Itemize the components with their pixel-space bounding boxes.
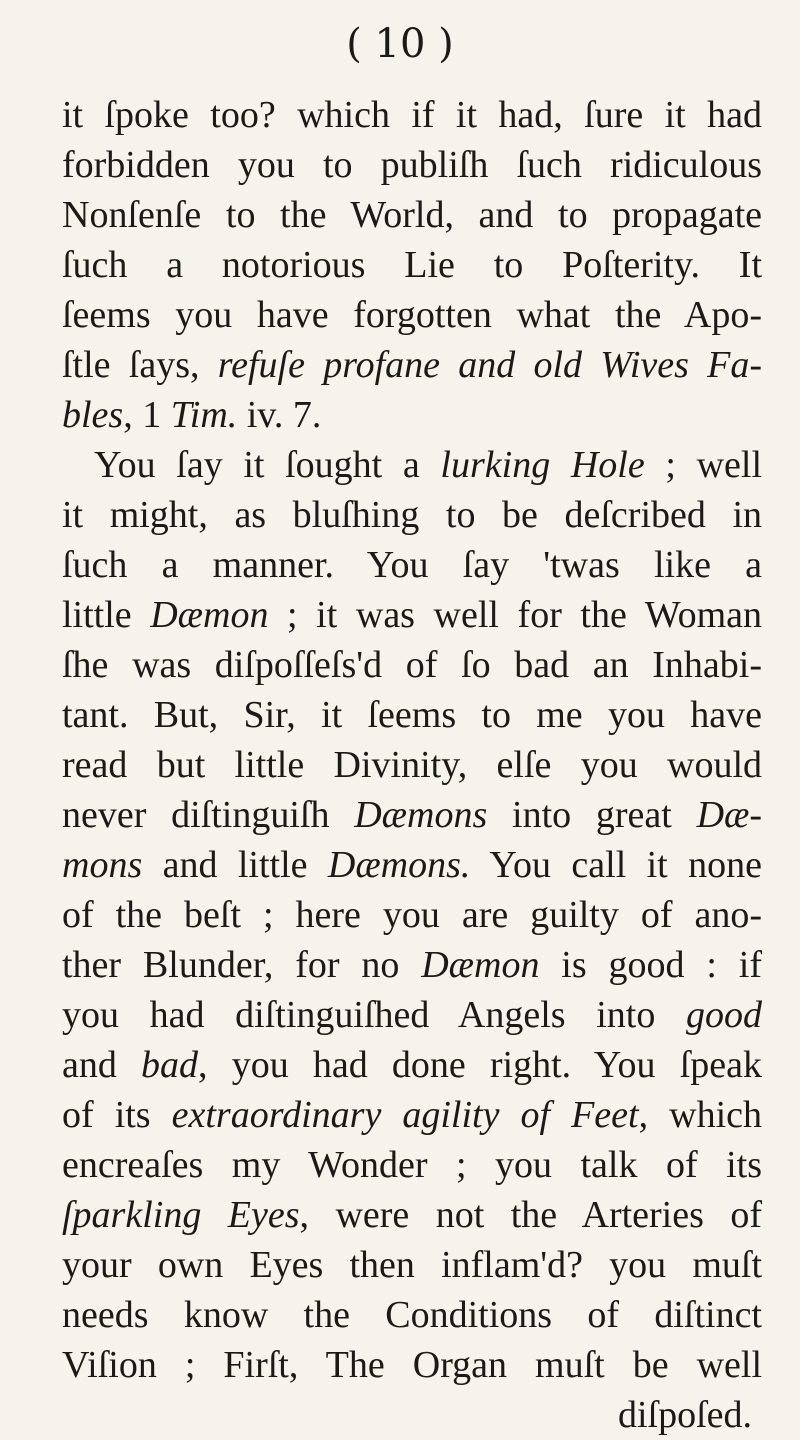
text-segment: ; it was well for the Woman	[268, 594, 762, 636]
text-segment: never diſtinguiſh	[62, 794, 355, 836]
text-line	[62, 340, 762, 390]
italic-text: Dæ-	[696, 794, 763, 836]
text-line	[62, 1190, 762, 1240]
text-segment: ſhe was diſpoſſeſs'd of ſo bad an Inhabi-	[62, 644, 762, 686]
text-line	[62, 1140, 762, 1190]
italic-text: ſparkling Eyes	[62, 1194, 300, 1236]
text-segment: Nonſenſe to the World, and to propagate	[62, 194, 762, 236]
text-line	[62, 740, 762, 790]
text-segment: and	[62, 1044, 142, 1086]
italic-text: Tim.	[170, 394, 238, 436]
text-line	[62, 90, 762, 140]
body-text	[62, 90, 762, 1440]
page-number: ( 10 )	[346, 21, 454, 67]
italic-text: mons	[62, 844, 143, 886]
italic-text: Dæmons	[354, 794, 488, 836]
italic-text: Dæmons.	[327, 844, 471, 886]
text-segment: is good : if	[539, 944, 762, 986]
text-line	[62, 1090, 762, 1140]
text-line	[62, 490, 762, 540]
text-segment: your own Eyes then inflam'd? you muſt	[62, 1244, 762, 1286]
text-segment: of the beſt ; here you are guilty of ano-	[62, 894, 762, 936]
text-segment: ſuch a notorious Lie to Poſterity. It	[62, 244, 762, 286]
text-segment: You ſay it ſought a	[94, 444, 441, 486]
text-segment: you had diſtinguiſhed Angels into	[62, 994, 686, 1036]
text-line	[62, 1290, 762, 1340]
text-line	[62, 540, 762, 590]
text-segment: Viſion ; Firſt, The Organ muſt be well	[62, 1344, 762, 1386]
text-segment: You call it none	[470, 844, 762, 886]
text-segment: needs know the Conditions of diſtinct	[62, 1294, 762, 1336]
text-segment: ; well	[644, 444, 763, 486]
text-segment: it ſpoke too? which if it had, ſure it had	[62, 94, 762, 136]
text-line	[62, 890, 762, 940]
text-segment: encreaſes my Wonder ; you talk of its	[62, 1144, 762, 1186]
text-segment: ther Blunder, for no	[62, 944, 422, 986]
text-line	[62, 290, 762, 340]
text-line	[62, 390, 762, 440]
text-segment: ſuch a manner. You ſay 'twas like a	[62, 544, 762, 586]
text-segment: ſtle ſays,	[62, 344, 218, 386]
text-segment: , which	[638, 1094, 762, 1136]
text-line	[62, 590, 762, 640]
italic-text: lurking Hole	[440, 444, 645, 486]
italic-text: Dæmon	[150, 594, 269, 636]
text-segment: it might, as bluſhing to be deſcribed in	[62, 494, 762, 536]
text-line	[62, 240, 762, 290]
text-line	[62, 990, 762, 1040]
italic-text: good	[686, 994, 762, 1036]
text-segment: iv. 7.	[237, 394, 322, 436]
text-segment: read but little Divinity, elſe you would	[62, 744, 762, 786]
text-segment: forbidden you to publiſh ſuch ridiculous	[62, 144, 762, 186]
text-line	[62, 940, 762, 990]
text-line	[62, 440, 762, 490]
text-line	[62, 640, 762, 690]
italic-text: extraordinary agility of Feet	[171, 1094, 639, 1136]
text-line	[62, 840, 762, 890]
italic-text: refuſe profane and old Wives Fa-	[217, 344, 762, 386]
text-line	[62, 190, 762, 240]
text-segment: , you had done right. You ſpeak	[198, 1044, 762, 1086]
text-segment: diſpoſed.	[617, 1394, 752, 1436]
text-segment: tant. But, Sir, it ſeems to me you have	[62, 694, 762, 736]
text-line	[62, 1040, 762, 1090]
text-line	[62, 140, 762, 190]
italic-text: bad	[141, 1044, 199, 1086]
text-segment: of its	[62, 1094, 172, 1136]
italic-text: bles	[62, 394, 124, 436]
text-line	[62, 1240, 762, 1290]
italic-text: Dæmon	[421, 944, 540, 986]
text-line	[62, 1390, 762, 1440]
text-segment: , were not the Arteries of	[299, 1194, 762, 1236]
text-line	[62, 690, 762, 740]
text-segment: little	[62, 594, 151, 636]
text-segment: , 1	[123, 394, 171, 436]
text-segment: into great	[487, 794, 697, 836]
text-line	[62, 1340, 762, 1390]
text-segment: ſeems you have forgotten what the Apo-	[62, 294, 762, 336]
text-segment: and little	[142, 844, 328, 886]
text-line	[62, 790, 762, 840]
